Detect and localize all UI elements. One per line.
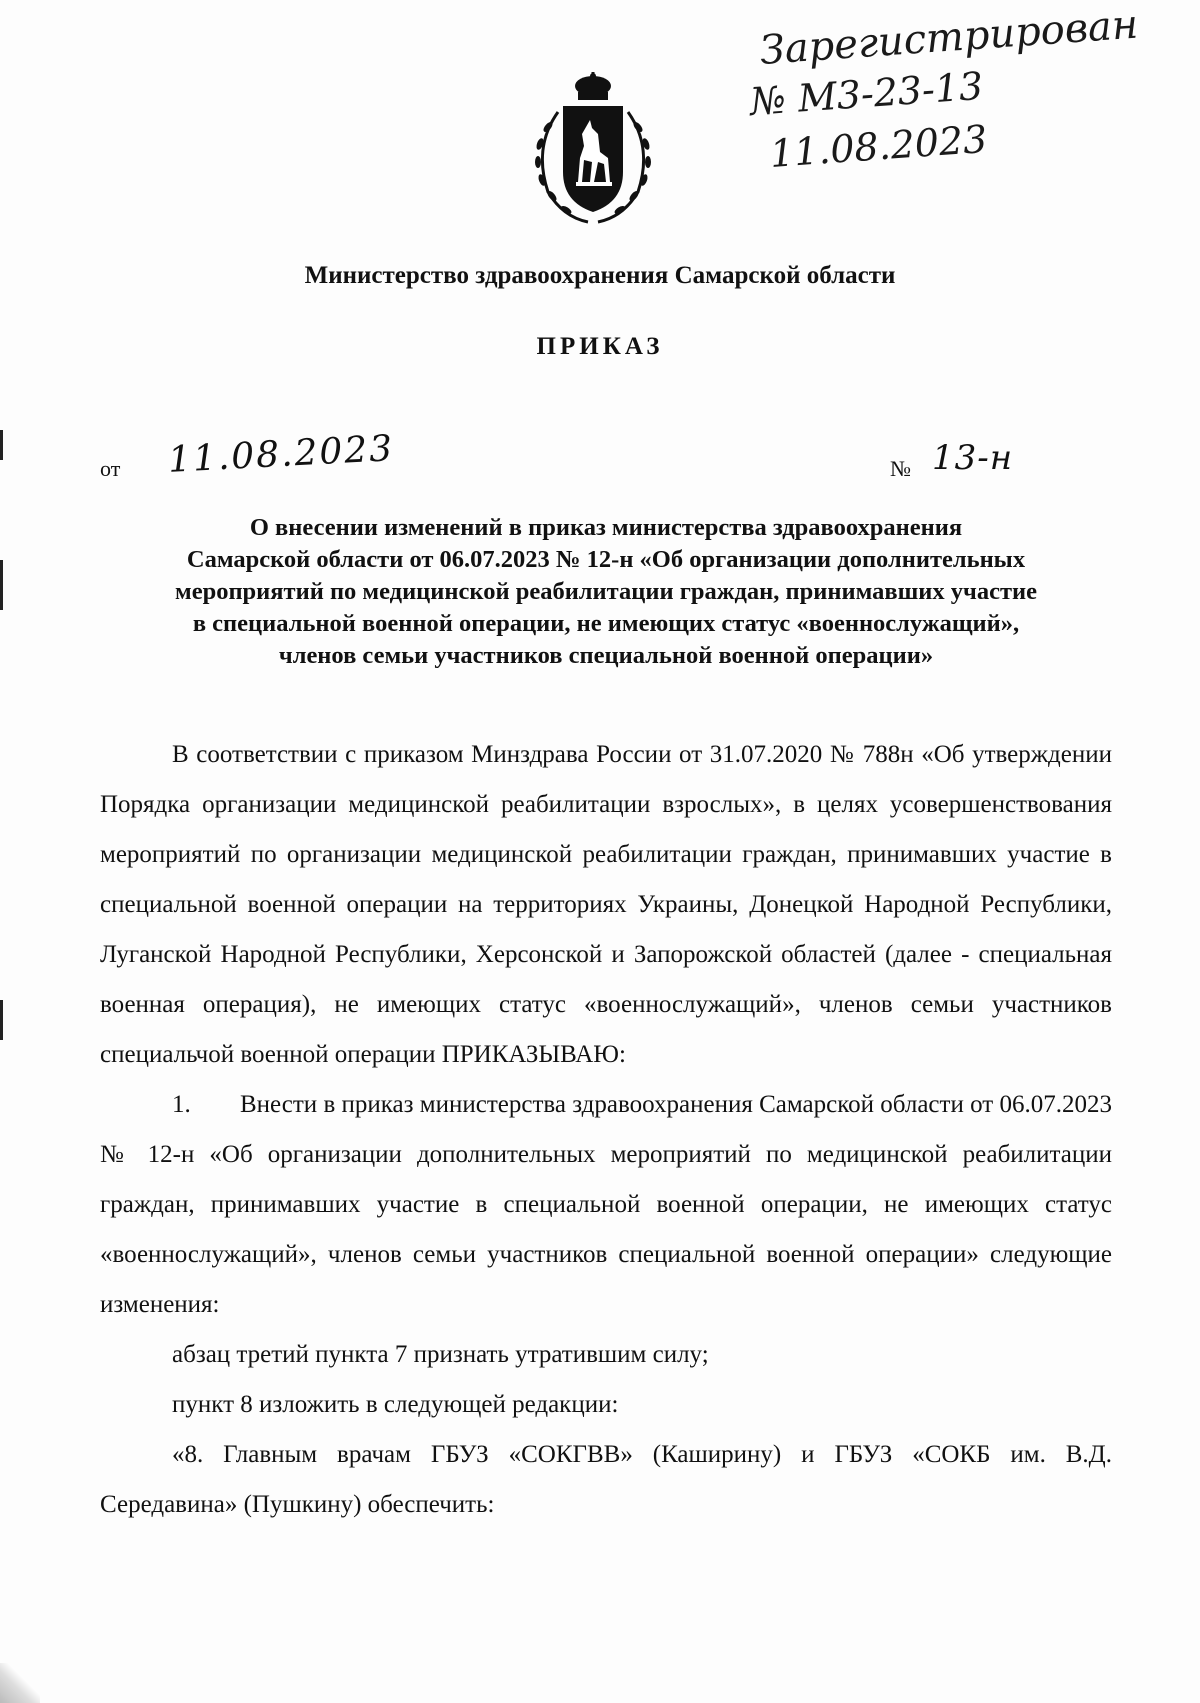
document-type: ПРИКАЗ	[536, 333, 664, 360]
scan-edge-mark	[0, 560, 3, 610]
registration-label: Зарегистрирован	[758, 1, 1140, 74]
registration-stamp	[748, 1, 1150, 176]
item-number: 1.	[172, 1091, 191, 1118]
subject-line: Самарской области от 06.07.2023 № 12-н «Об организации дополнительных	[186, 546, 1026, 573]
subject-line: мероприятий по медицинской реабилитации граждан, принимавших участие	[175, 578, 1037, 605]
order-subject	[100, 512, 1112, 672]
change-paragraph: пункт 8 изложить в следующей редакции:	[172, 1391, 619, 1418]
subject-line: в специальной военной операции, не имеющих статус «военнослужащий»,	[192, 610, 1020, 637]
scan-edge-mark	[0, 1000, 3, 1040]
date-number-row	[100, 428, 1100, 490]
ministry-name: Министерство здравоохранения Самарской области	[304, 262, 896, 289]
order-number: 13-н	[932, 438, 1014, 478]
preamble-paragraph: В соответствии с приказом Минздрава России от 31.07.2020 № 788н «Об утверждении Порядка организации медицинской реабилитации взрослых», в целях усовершенствования мероприятий по организации медицинской реабилитации граждан, принимавших участие в специальной военной операции на территориях Украины, Донецкой Народной Республики, Луганской Народной Республики, Херсонской и Запорожской областей (далее - специальная военная операция), не имеющих статус «военнослужащий», членов семьи участников специальчой военной операции ПРИКАЗЫВАЮ:	[100, 741, 1112, 1068]
samara-coat-of-arms-icon	[518, 72, 668, 232]
scan-edge-mark	[0, 430, 3, 460]
order-date: 11.08.2023	[167, 428, 396, 481]
registration-number: № М3-23-13	[748, 63, 985, 124]
change-paragraph: абзац третий пункта 7 признать утратившим силу;	[172, 1341, 709, 1368]
item-text: Внести в приказ министерства здравоохранения Самарской области от 06.07.2023 № 12-н «Об организации дополнительных мероприятий по медицинской реабилитации граждан, принимавших участие в специальной военной операции, не имеющих статус «военнослужащий», членов семьи участников специальной военной операции» следующие изменения:	[100, 1091, 1112, 1318]
subject-line: членов семьи участников специальной военной операции»	[278, 642, 934, 669]
change-paragraph: «8. Главным врачам ГБУЗ «СОКГВВ» (Каширину) и ГБУЗ «СОКБ им. В.Д. Середавина» (Пушкину) обеспечить:	[100, 1441, 1112, 1518]
subject-line: О внесении изменений в приказ министерства здравоохранения	[249, 514, 963, 541]
order-body	[100, 730, 1112, 1530]
order-item-1	[100, 1080, 1112, 1330]
registration-date: 11.08.2023	[768, 116, 989, 176]
number-label: №	[890, 456, 911, 481]
from-label: от	[100, 456, 121, 481]
scan-corner-shadow	[0, 1663, 40, 1703]
